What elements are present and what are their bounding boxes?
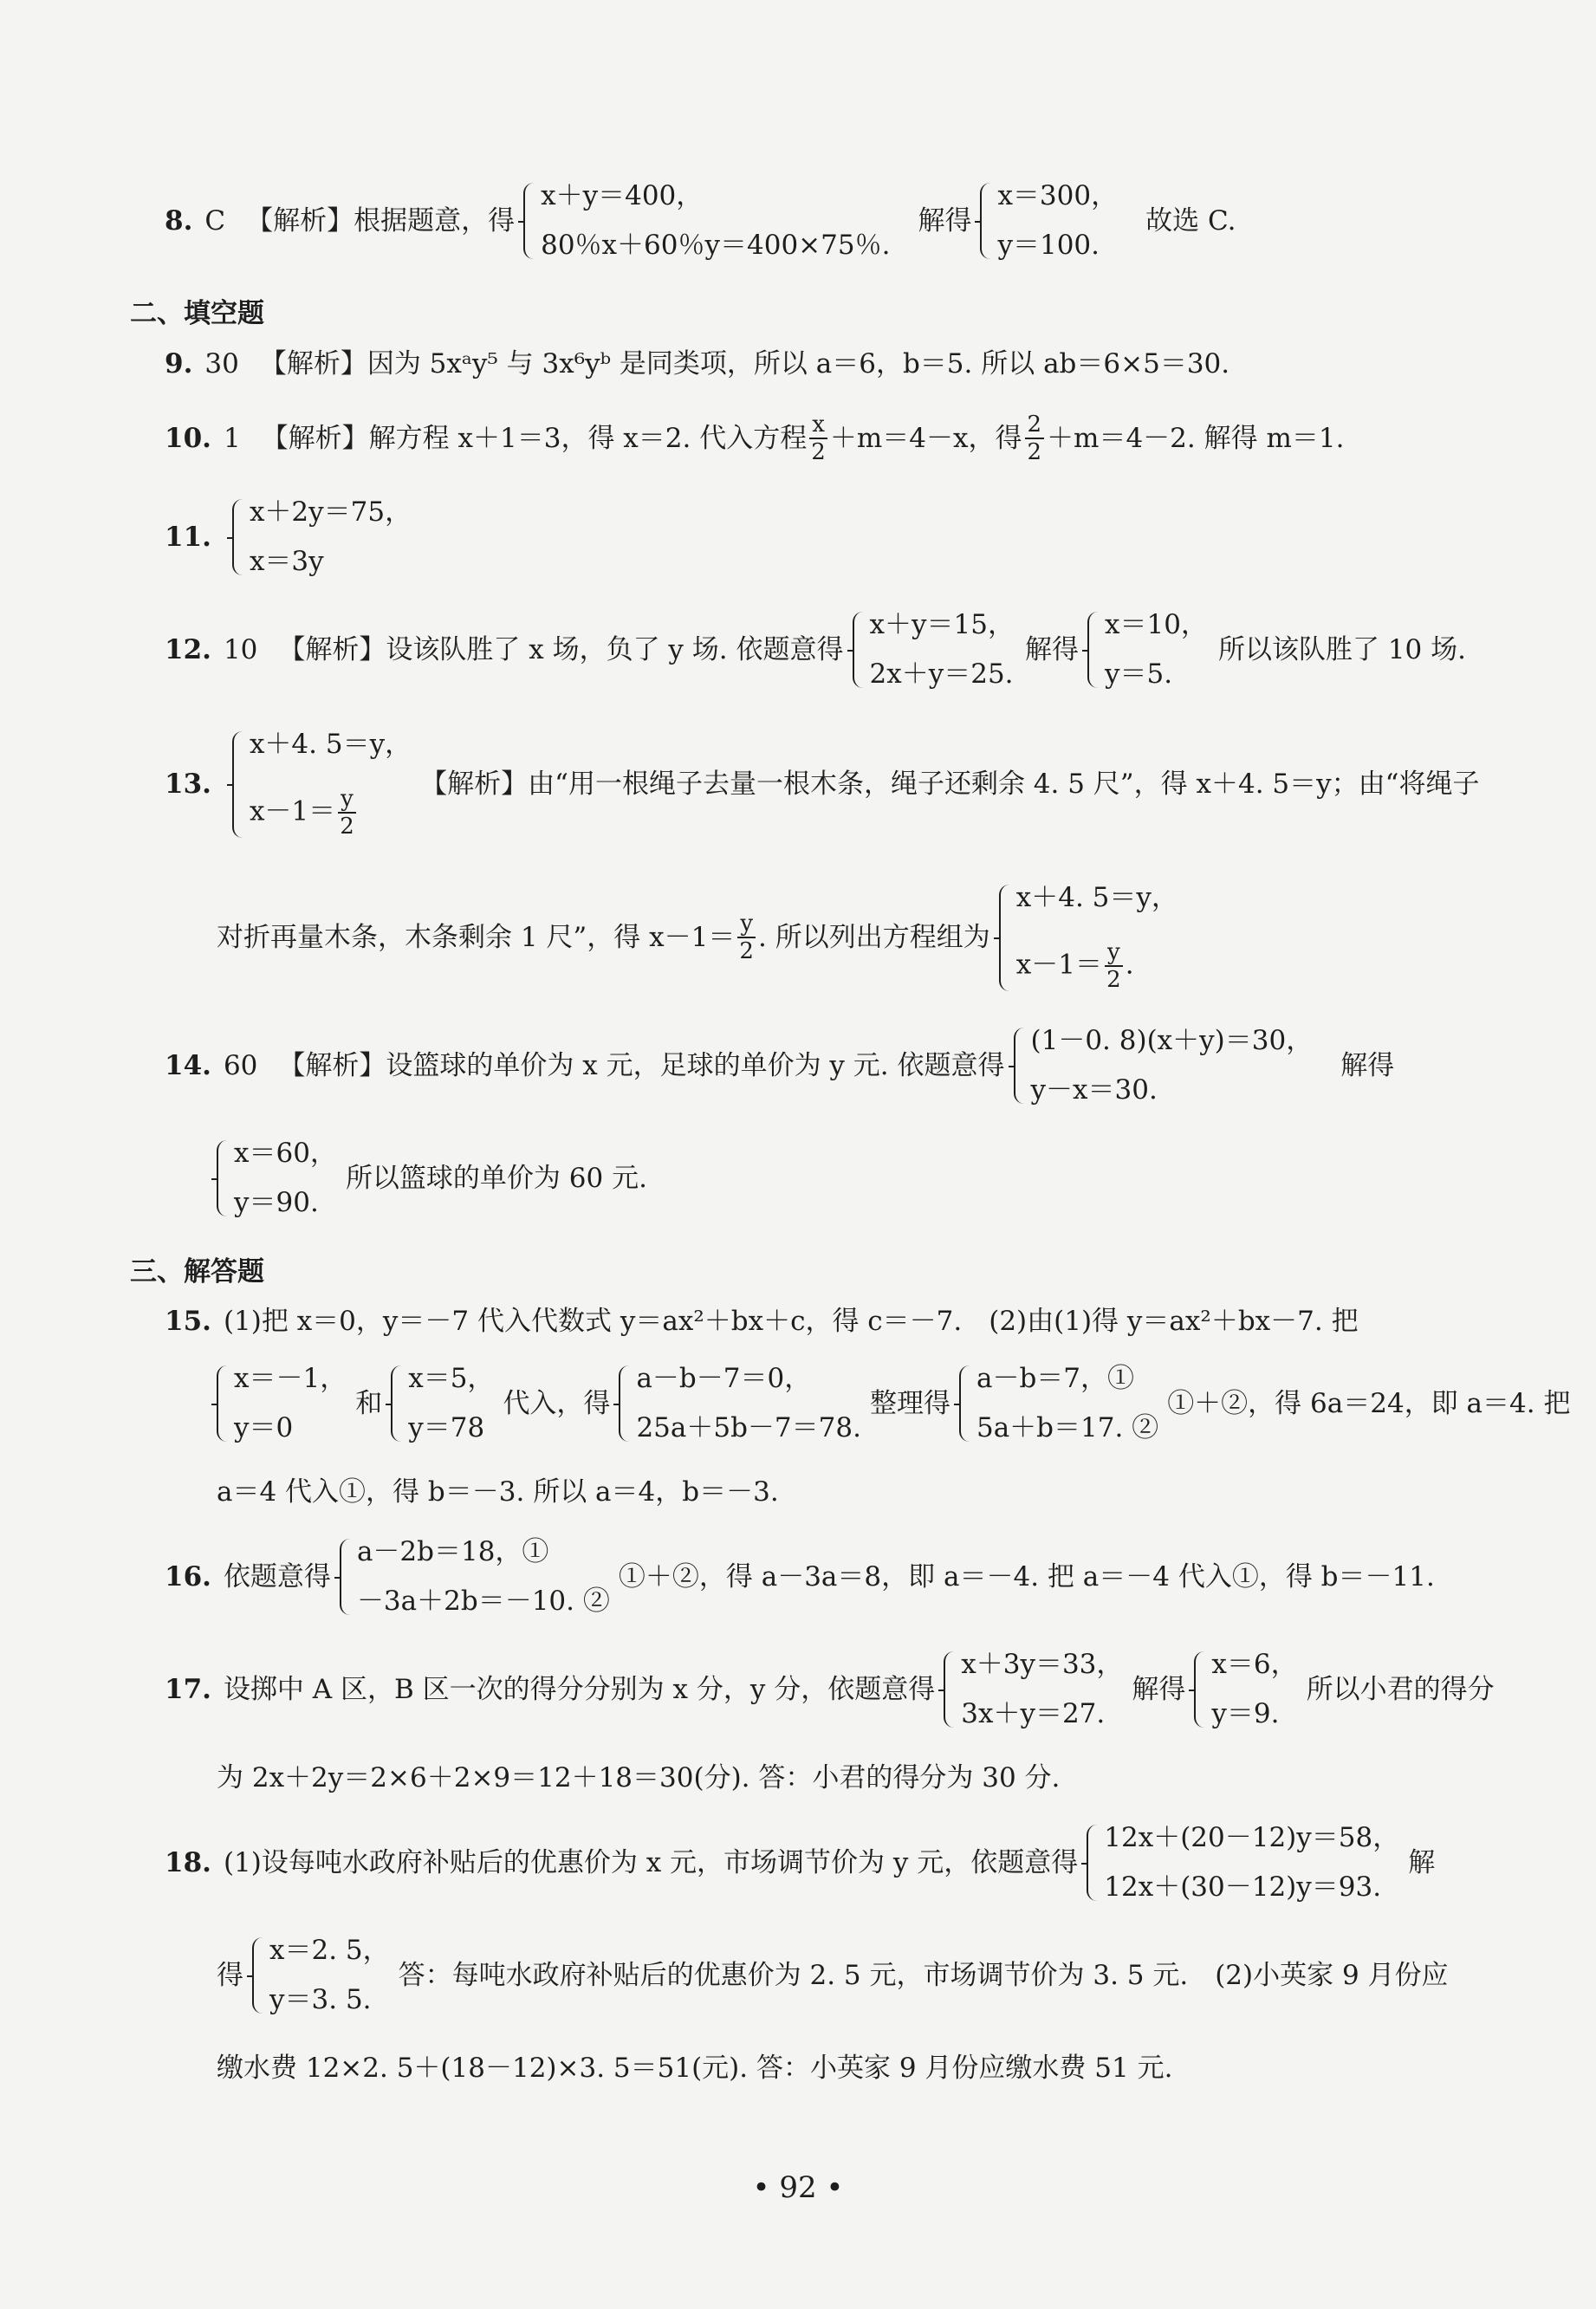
solution-system: [1087, 609, 1208, 690]
conclusion-text: 所以该队胜了 10 场.: [1217, 633, 1466, 665]
question-18: [165, 1819, 1466, 1906]
question-9: [165, 347, 1466, 381]
question-number: 18.: [165, 1846, 211, 1878]
solution-text: a＝4 代入①，得 b＝－3. 所以 a＝4，b＝－3.: [217, 1476, 779, 1508]
answer-value: 1: [223, 422, 241, 454]
question-number: 8.: [165, 204, 193, 237]
question-number: 9.: [165, 347, 193, 379]
equation-system: a－b＝7，① 5a＋b＝17. ②: [959, 1365, 1158, 1442]
equation-system: [1014, 1025, 1314, 1106]
equation: x－1＝ $\frac{y}{2}$ .: [1015, 938, 1134, 993]
equation: x＋4. 5＝y，: [249, 728, 412, 760]
question-14-continued: [217, 1135, 1466, 1222]
question-8: [165, 178, 1466, 264]
question-15-continued: [217, 1360, 1571, 1447]
solve-text: 解得: [1340, 1049, 1395, 1081]
equation-system: [853, 609, 1015, 690]
solve-text: 解: [1408, 1846, 1436, 1878]
solve-text: 解得: [1025, 633, 1079, 665]
analysis-text: . 所以列出方程组为: [758, 921, 990, 953]
answer-value: 10: [223, 633, 258, 665]
question-number: 10.: [165, 422, 211, 454]
analysis-text: ＋m＝4－2. 解得 m＝1.: [1047, 422, 1345, 454]
page-number: • 92 •: [752, 2170, 844, 2205]
question-12: [165, 606, 1466, 693]
equation-system: [999, 881, 1178, 993]
solution-text: 代入，得: [503, 1387, 611, 1419]
question-13: [165, 723, 1480, 845]
equation-system: x＝－1， y＝0: [217, 1365, 347, 1442]
equation: x＝60，: [234, 1138, 337, 1169]
equation: y＝5.: [1105, 658, 1173, 690]
equation-system: x＋3y＝33， 3x＋y＝27.: [944, 1651, 1123, 1728]
solution-text: 设掷中 A 区，B 区一次的得分分别为 x 分，y 分，依题意得: [223, 1673, 936, 1705]
solution-text: 为 2x＋2y＝2×6＋2×9＝12＋18＝30(分). 答：小君的得分为 30 分.: [217, 1761, 1061, 1793]
analysis-text: 【解析】设篮球的单价为 x 元，足球的单价为 y 元. 依题意得: [278, 1049, 1005, 1081]
conclusion-text: 故选 C.: [1145, 204, 1236, 237]
solution-system: x＝6， y＝9.: [1194, 1651, 1297, 1728]
conclusion-text: 所以篮球的单价为 60 元.: [345, 1162, 647, 1194]
conclusion-text: 所以小君的得分: [1306, 1673, 1495, 1705]
question-17-continued: [217, 1759, 1466, 1797]
question-number: 14.: [165, 1049, 211, 1081]
question-14: [165, 1022, 1466, 1109]
analysis-text: 【解析】根据题意，得: [246, 204, 516, 237]
question-number: 17.: [165, 1673, 211, 1705]
solve-text: 解得: [1132, 1673, 1186, 1705]
equation: x＋4. 5＝y，: [1015, 881, 1178, 913]
analysis-text: 【解析】因为 5xᵃy⁵ 与 3x⁶yᵇ 是同类项，所以 a＝6，b＝5. 所以 ab＝6×5＝30.: [259, 347, 1230, 379]
equation-system: [523, 180, 891, 261]
answer-value: 60: [223, 1049, 258, 1081]
analysis-text: 【解析】解方程 x＋1＝3，得 x＝2. 代入方程: [261, 422, 808, 454]
solution-system: [217, 1140, 337, 1216]
equation: y＝100.: [997, 230, 1100, 261]
question-18-conclusion: [217, 2049, 1466, 2087]
question-15-conclusion: [217, 1473, 1466, 1511]
solution-text: (1)设每吨水政府补贴后的优惠价为 x 元，市场调节价为 y 元，依题意得: [223, 1846, 1079, 1878]
equation-system: x＝5， y＝78: [391, 1365, 494, 1442]
equation: x－1＝ $\frac{y}{2}$: [250, 788, 412, 838]
equation: x＋y＝15，: [869, 609, 1015, 640]
equation: 2x＋y＝25.: [869, 658, 1014, 690]
solution-text: 答：每吨水政府补贴后的优惠价为 2. 5 元，市场调节价为 3. 5 元. (2)小英家 9 月份应: [398, 1959, 1449, 1991]
equation-system: a－b－7＝0， 25a＋5b－7＝78.: [619, 1365, 861, 1442]
fraction: $\frac{x}{2}$: [809, 413, 827, 464]
equation-system: [232, 728, 412, 840]
equation-system: a－2b＝18，① －3a＋2b＝－10. ②: [340, 1539, 610, 1615]
equation: (1－0. 8)(x＋y)＝30，: [1030, 1025, 1314, 1056]
solution-text: (1)把 x＝0，y＝－7 代入代数式 y＝ax²＋bx＋c，得 c＝－7. (2)由(1)得 y＝ax²＋bx－7. 把: [223, 1305, 1359, 1337]
solution-system: x＝2. 5， y＝3. 5.: [252, 1937, 390, 2014]
section-heading-solve: 三、解答题: [130, 1256, 264, 1287]
solve-text: 得: [217, 1959, 243, 1991]
conjunction-text: 和: [355, 1387, 383, 1419]
solution-text: ①＋②，得 a－3a＝8，即 a＝－4. 把 a＝－4 代入①，得 b＝－11.: [618, 1560, 1435, 1592]
question-number: 15.: [165, 1305, 211, 1337]
equation: x＝3y: [249, 546, 324, 577]
question-number: 11.: [165, 521, 211, 553]
solution-text: ①＋②，得 6a＝24，即 a＝4. 把: [1167, 1387, 1571, 1419]
answer-value: 30: [204, 347, 239, 379]
fraction: $\frac{y}{2}$: [737, 912, 756, 963]
question-11: [165, 494, 1466, 580]
equation-system: [232, 496, 412, 577]
section-heading-fill: 二、填空题: [130, 298, 264, 329]
solve-text: 解得: [918, 204, 972, 237]
question-17: [165, 1646, 1495, 1733]
solution-text: 依题意得: [223, 1560, 331, 1592]
question-number: 13.: [165, 768, 211, 800]
analysis-text: 【解析】由“用一根绳子去量一根木条，绳子还剩余 4. 5 尺”，得 x＋4. 5＝y；由“将绳子: [420, 768, 1480, 800]
equation: 80％x＋60％y＝400×75％.: [541, 230, 891, 261]
fraction: $\frac{2}{2}$: [1025, 413, 1045, 464]
question-18-continued: [217, 1932, 1466, 2019]
analysis-text: 对折再量木条，木条剩余 1 尺”，得 x－1＝: [217, 921, 736, 953]
equation: y－x＝30.: [1030, 1074, 1158, 1106]
equation: x＝10，: [1105, 609, 1208, 640]
question-13-continued: [217, 877, 1466, 998]
equation: x＋y＝400，: [541, 180, 704, 211]
solution-system: [980, 180, 1119, 261]
question-16: [165, 1534, 1466, 1620]
solution-text: 整理得: [869, 1387, 950, 1419]
analysis-text: ＋m＝4－x，得: [829, 422, 1022, 454]
analysis-text: 【解析】设该队胜了 x 场，负了 y 场. 依题意得: [278, 633, 844, 665]
equation: y＝90.: [234, 1187, 319, 1218]
equation: x＝300，: [997, 180, 1119, 211]
answer-choice: C: [204, 204, 226, 237]
equation-system: 12x＋(20－12)y＝58， 12x＋(30－12)y＝93.: [1087, 1825, 1399, 1901]
equation: x＋2y＝75，: [249, 496, 412, 528]
solution-text: 缴水费 12×2. 5＋(18－12)×3. 5＝51(元). 答：小英家 9 月份应缴水费 51 元.: [217, 2052, 1173, 2084]
question-15: [165, 1302, 1466, 1340]
question-10: [165, 412, 1466, 464]
question-number: 12.: [165, 633, 211, 665]
question-number: 16.: [165, 1560, 211, 1592]
